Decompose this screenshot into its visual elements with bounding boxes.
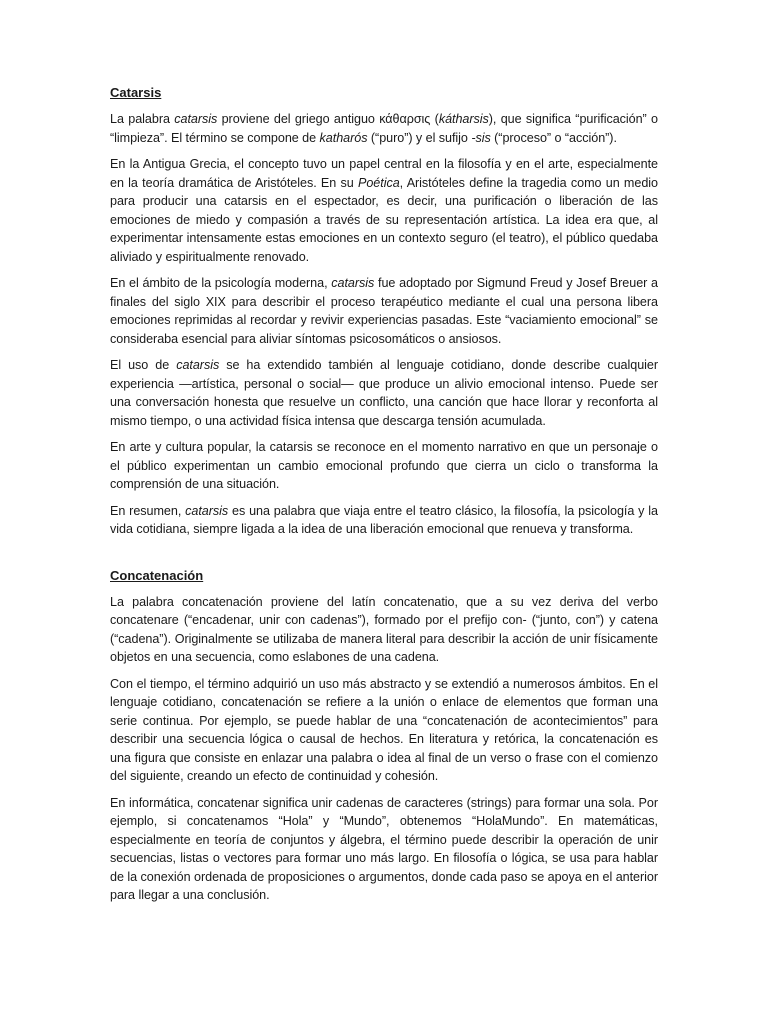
text-run: Con el tiempo, el término adquirió un uso más abstracto y se extendió a numerosos ámbitos. En el lenguaje cotidiano, concatenación se refiere a la unión o enlace de elementos que forman una serie continua. Por ejemplo, se puede hablar de una “concatenación de acontecimientos” para describir una secuencia lógica o causal de hechos. En literatura y retórica, la concatenación es una figura que consiste en enlazar una palabra o idea al final de un verso o frase con el comienzo del siguiente, creando un efecto de continuidad y cohesión. — [110, 676, 658, 783]
italic-run: catarsis — [174, 112, 218, 126]
text-run: (“proceso” o “acción”). — [490, 130, 617, 145]
paragraph — [110, 502, 658, 539]
text-run: En la Antigua Grecia, el concepto tuvo un papel central en la filosofía y en el arte, especialmente en la teoría dramática de Aristóteles. En su — [110, 157, 658, 190]
text-run: ), que significa “purificación” o “limpieza”. El término se compone de — [110, 112, 658, 145]
paragraph — [110, 110, 658, 147]
paragraph — [110, 356, 658, 430]
text-run: proviene del griego antiguo κάθαρσις ( — [217, 112, 439, 126]
italic-run: -sis — [471, 130, 491, 145]
text-run: La palabra — [110, 112, 175, 126]
italic-run: Poética — [358, 175, 400, 190]
italic-run: kátharsis — [438, 112, 489, 126]
paragraph — [110, 593, 658, 667]
text-run: , Aristóteles define la tragedia como un medio para producir una catarsis en el espectador, es decir, una purificación o liberación de las emociones de miedo y compasión a través de su representación artística. La idea era que, al experimentar intensamente estas emociones en un contexto seguro (el teatro), el público quedaba aliviado y espiritualmente renovado. — [110, 175, 658, 264]
text-run: En resumen, — [110, 503, 186, 518]
text-run: El uso de — [110, 358, 177, 372]
section-catarsis — [110, 84, 658, 539]
text-run: se ha extendido también al lenguaje cotidiano, donde describe cualquier experiencia —artística, personal o social— que produce un alivio emocional intenso. Puede ser una conversación honesta que resuelve un conflicto, una canción que hace llorar y reconforta al mismo tiempo, o una actividad física intensa que descarga tensión acumulada. — [110, 358, 658, 428]
paragraph — [110, 155, 658, 266]
paragraph — [110, 794, 658, 905]
italic-run: katharós — [319, 130, 368, 145]
italic-run: catarsis — [331, 276, 375, 290]
section-title: Catarsis — [110, 85, 162, 100]
paragraph — [110, 274, 658, 348]
text-run: En informática, concatenar significa unir cadenas de caracteres (strings) para formar una sola. Por ejemplo, si concatenamos “Hola” y “Mundo”, obtenemos “HolaMundo”. En matemáticas, especialmente en teoría de conjuntos y álgebra, el término puede describir la operación de unir secuencias, listas o vectores para formar uno más largo. En filosofía o lógica, se usa para hablar de la conexión ordenada de proposiciones o argumentos, donde cada paso se apoya en el anterior para llegar a una conclusión. — [110, 795, 658, 902]
text-run: (“puro”) y el sufijo — [367, 130, 472, 145]
text-run: La palabra concatenación proviene del latín concatenatio, que a su vez deriva del verbo concatenare (“encadenar, unir con cadenas”), formado por el prefijo con- (“junto, con”) y catena (“cadena”). Originalmente se utilizaba de manera literal para describir la acción de unir físicamente objetos en una secuencia, como eslabones de una cadena. — [110, 594, 658, 664]
paragraph — [110, 675, 658, 786]
section-title: Concatenación — [110, 567, 204, 583]
section-concatenacion — [110, 567, 658, 905]
italic-run: catarsis — [185, 503, 229, 518]
text-run: En el ámbito de la psicología moderna, — [110, 276, 332, 290]
paragraph — [110, 438, 658, 494]
text-run: es una palabra que viaja entre el teatro clásico, la filosofía, la psicología y la vida cotidiana, siempre ligada a la idea de una liberación emocional que renueva y transforma. — [110, 503, 658, 536]
text-run: fue adoptado por Sigmund Freud y Josef Breuer a finales del siglo XIX para describir el proceso terapéutico mediante el cual una persona libera emociones reprimidas al recordar y revivir experiencias pasadas. Este “vaciamiento emocional” se consideraba esencial para aliviar síntomas psicosomáticos o ansiosos. — [110, 276, 658, 346]
text-run: En arte y cultura popular, la catarsis se reconoce en el momento narrativo en que un personaje o el público experimentan un cambio emocional profundo que cierra un ciclo o transforma la comprensión de una situación. — [110, 440, 658, 491]
italic-run: catarsis — [176, 358, 220, 372]
